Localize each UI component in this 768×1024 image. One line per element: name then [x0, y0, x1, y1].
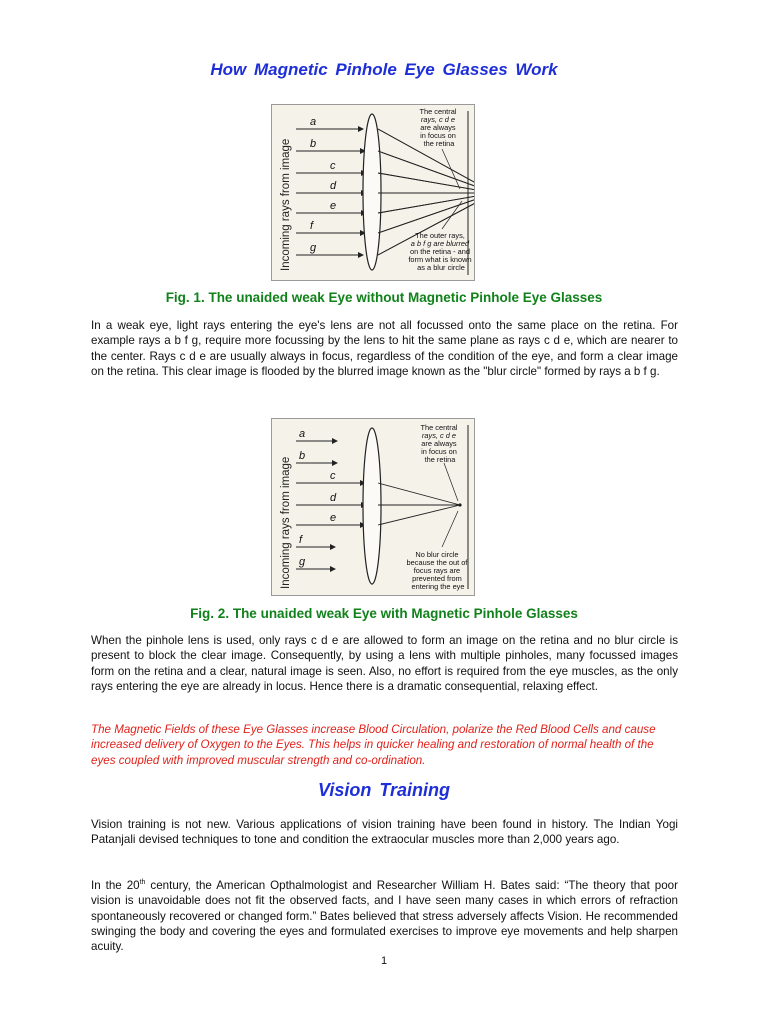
ray-label-e: e — [330, 200, 337, 212]
note-top-line-5: the retina — [424, 455, 456, 464]
ray-label-c: c — [330, 160, 336, 172]
figure-1-diagram — [271, 104, 475, 281]
ray-label-f: f — [299, 534, 303, 546]
paragraph-bates — [91, 875, 678, 955]
svg-text:The central rays, c d e — [419, 107, 458, 148]
ray-label-f: f — [310, 220, 314, 232]
figure-2-y-label: Incoming rays from image — [280, 456, 292, 589]
note-bottom-line-4: prevented from — [412, 574, 462, 583]
ray-label-d: d — [330, 492, 337, 504]
paragraph-pinhole-lens: When the pinhole lens is used, only rays c d e are allowed to form an image on the retina and no blur circle is present to block the clear image. Consequently, by using a lens with multiple pinholes, many focussed images form on the retina and a clear, natural image is seen. Also, no effort is required from the eye muscles, as the only rays entering the eye are already in locus. Hence there is a dramatic consequential, relaxing effect. — [91, 634, 678, 694]
paragraph-vision-training: Vision training is not new. Various applications of vision training have been found in history. The Indian Yogi Patanjali devised techniques to tone and condition the extraocular muscles more than 2,000 years ago. — [91, 818, 678, 847]
note-bottom-line-5: as a blur circle — [417, 263, 465, 272]
page-number: 1 — [380, 955, 388, 967]
figure-2-diagram — [271, 418, 475, 596]
superscript-th: th — [139, 879, 146, 886]
note-bottom-line-5: entering the eye — [411, 582, 465, 591]
note-top-line-1: The central — [420, 423, 458, 432]
note-top-line-2: rays, c d e — [420, 115, 456, 124]
paragraph-magnetic-fields: The Magnetic Fields of these Eye Glasses increase Blood Circulation, polarize the Red Blood Cells and cause increased delivery of Oxygen to the Eyes. This helps in quicker healing and restoration of normal health of the eyes coupled with improved muscular strength and co-ordination. — [91, 723, 656, 767]
ray-label-d: d — [330, 180, 337, 192]
bates-text-rest: century, the American Opthalmologist and Researcher William H. Bates said: “The theory that poor vision is unavoidable does not fit the observed facts, and I have seen many cases in which errors of refraction spontaneously recovered or changed form.” Bates believed that stress adversely affects Vision. He recommended swinging the body and covering the eyes and formulated exercises to improve eye movements and help sharpen acuity. — [91, 878, 678, 954]
ray-label-b: b — [310, 138, 317, 150]
ray-label-e: e — [330, 512, 337, 524]
ray-label-a: a — [310, 116, 317, 128]
note-top-line-3: are always — [421, 439, 457, 448]
svg-text:The central rays, c d e — [420, 423, 459, 464]
note-bottom-line-1: The outer rays, — [415, 231, 465, 240]
note-top-line-1: The central — [419, 107, 457, 116]
note-top-line-2: rays, c d e — [421, 431, 457, 440]
bates-text-start: In the 20 — [91, 878, 140, 892]
figure-2-caption: Fig. 2. The unaided weak Eye with Magnetic Pinhole Glasses — [190, 606, 578, 621]
ray-label-b: b — [299, 450, 306, 462]
ray-label-a: a — [299, 428, 306, 440]
paragraph-weak-eye: In a weak eye, light rays entering the eye's lens are not all focussed onto the same place on the retina. For example rays a b f g, require more focussing by the lens to hit the same plane as rays c d e, which are nearer to the center. Rays c d e are usually always in focus, regardless of the condition of the eye, and form a clear image on the retina. This clear image is flooded by the blurred image known as the "blur circle" formed by rays a b f g. — [91, 319, 678, 379]
figure-1-caption: Fig. 1. The unaided weak Eye without Magnetic Pinhole Eye Glasses — [165, 290, 603, 305]
svg-text:No blur circle because t — [407, 550, 470, 591]
note-bottom-line-3: focus rays are — [413, 566, 461, 575]
page-title: How Magnetic Pinhole Eye Glasses Work — [210, 60, 558, 79]
note-top-line-5: the retina — [423, 139, 455, 148]
figure-1-y-label: Incoming rays from image — [280, 138, 292, 271]
note-top-line-4: in focus on — [421, 447, 457, 456]
ray-label-g: g — [310, 242, 317, 254]
section-title-vision-training: Vision Training — [317, 780, 450, 800]
note-bottom-line-2: a b f g are blurred — [410, 239, 470, 248]
ray-label-g: g — [299, 556, 306, 568]
note-bottom-line-2: because the out of — [406, 558, 468, 567]
note-bottom-line-4: form what is known — [408, 255, 472, 264]
note-bottom-line-3: on the retina - and — [409, 247, 470, 256]
note-top-line-3: are always — [420, 123, 456, 132]
note-top-line-4: in focus on — [420, 131, 456, 140]
svg-text:The outer rays, a b f g — [408, 231, 473, 272]
note-bottom-line-1: No blur circle — [415, 550, 459, 559]
ray-label-c: c — [330, 470, 336, 482]
